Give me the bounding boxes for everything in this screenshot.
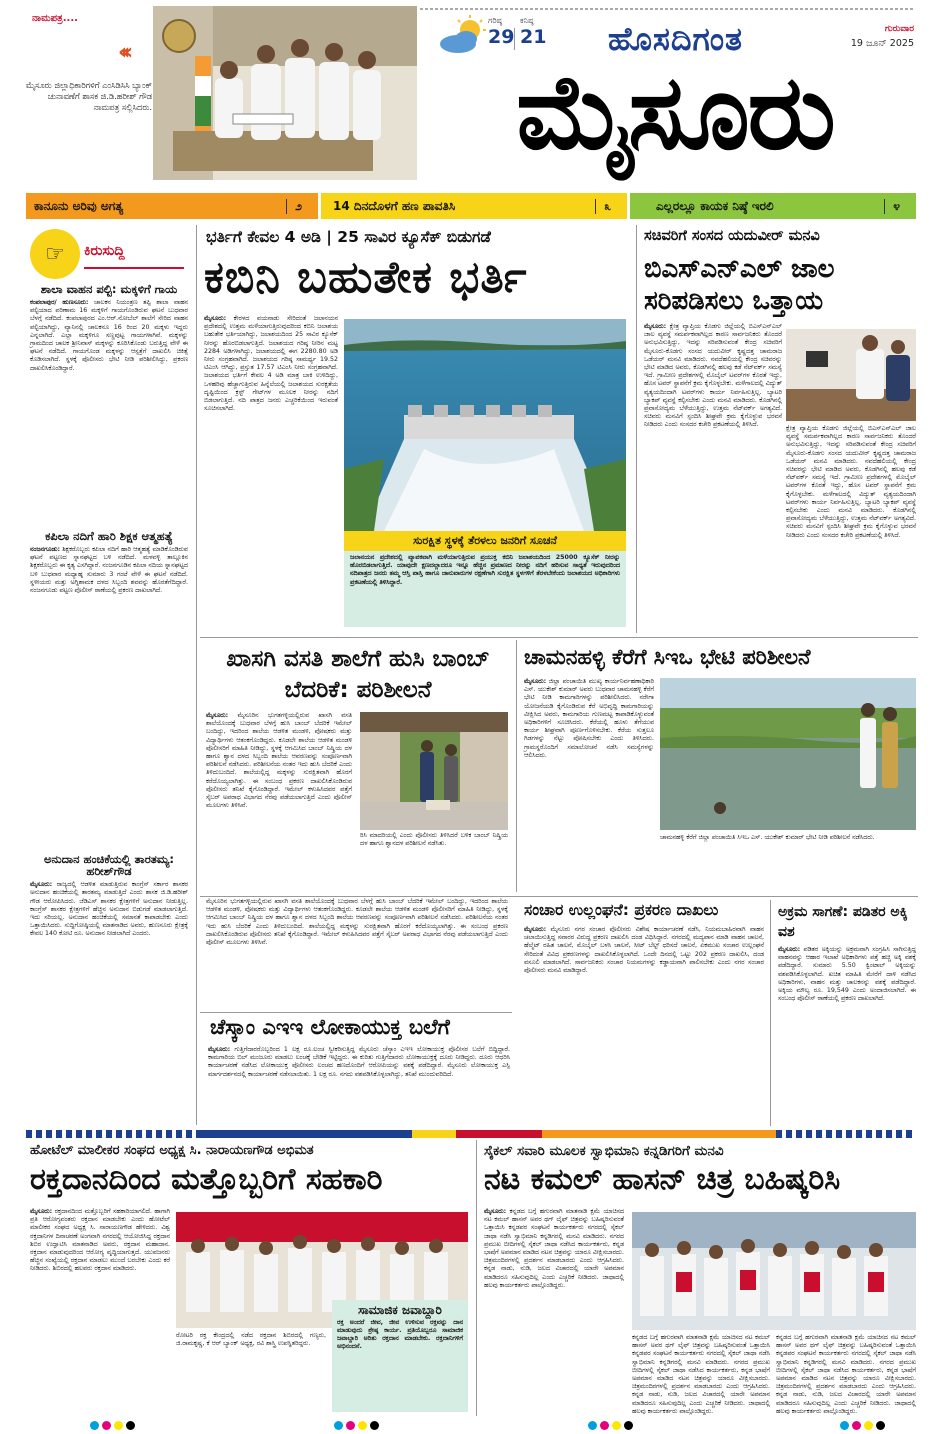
brief-3-title: ಅನುದಾನ ಹಂಚಿಕೆಯಲ್ಲಿ ತಾರತಮ್ಯ: ಹರೀಶ್‌ಗೌಡ [43,852,175,879]
kirusuddi-column [26,225,192,1125]
lead-body: ಮೈಸೂರು: ಕೇರಳದ ವಯನಾಡು ಸೇರಿದಂತೆ ಜಲಾನಯನ ಪ್ರದೇಶದಲ್ಲಿ ಉತ್ತಮ ಮಳೆಯಾಗುತ್ತಿರುವುದರಿಂದ ಕಬಿನಿ ಜಲಾಶಯ ಬಹುತೇಕ ಭರ್ತಿಯಾಗಿದ್ದು, ಜಲಾಶಯದಿಂದ 25 ಸಾವಿರ ಕ್ಯೂಸೆಕ್ ನೀರನ್ನು ಹೊರಬಿಡಲಾಗುತ್ತಿದೆ. ಜಲಾಶಯದ ಗರಿಷ್ಠ ನೀರಿನ ಮಟ್ಟ 2284 ಅಡಿಗಳಾಗಿದ್ದು, ಜಲಾಶಯದಲ್ಲಿ ಈಗ 2280.80 ಅಡಿ ನೀರು ಸಂಗ್ರಹವಾಗಿದೆ. ಜಲಾಶಯದ ಗರಿಷ್ಠ ಸಾಮರ್ಥ್ಯ 19.52 ಟಿಎಂಸಿ ಆಗಿದ್ದು, ಪ್ರಸ್ತುತ 17.57 ಟಿಎಂಸಿ ನೀರು ಸಂಗ್ರಹವಾಗಿದೆ. ಜಲಾಶಯದ ಭರ್ತಿಗೆ ಕೇವಲ 4 ಅಡಿ ಮಾತ್ರ ಬಾಕಿ ಉಳಿದಿದ್ದು, ಒಳಹರಿವು ಹೆಚ್ಚಾಗುತ್ತಿರುವ ಹಿನ್ನೆಲೆಯಲ್ಲಿ ಜಲಾಶಯದ ಸುರಕ್ಷತೆಯ ದೃಷ್ಟಿಯಿಂದ ಕ್ರಸ್ಟ್ ಗೇಟ್‌ಗಳ ಮೂಲಕ ನೀರನ್ನು ನದಿಗೆ ಬಿಡಲಾಗುತ್ತಿದೆ. ನದಿ ಪಾತ್ರದ ಜನರು ಎಚ್ಚರಿಕೆಯಿಂದ ಇರುವಂತೆ ಸೂಚಿಸಲಾಗಿದೆ. [204,315,338,413]
lake-photo [660,678,916,830]
hostel-continuation: ಮೈಸೂರಿನ ಭುಗತಗಳ್ಳಿಯಲ್ಲಿರುವ ಖಾಸಗಿ ವಸತಿ ಶಾಲೆಯೊಂದಕ್ಕೆ ಬುಧವಾರ ಬೆಳಗ್ಗೆ ಹುಸಿ ಬಾಂಬ್ ಬೆದರಿಕೆ ಇಮೇಲ್ ಬಂದಿದ್ದು, ಇದರಿಂದ ಶಾಲೆಯ ಆಡಳಿತ ಮಂಡಳಿ, ಪೋಷಕರು ಮತ್ತು ವಿದ್ಯಾರ್ಥಿಗಳು ಆತಂಕಗೊಂಡಿದ್ದರು. ಕೂಡಲೇ ಶಾಲೆಯ ಆಡಳಿತ ಮಂಡಳಿ ಪೊಲೀಸರಿಗೆ ಮಾಹಿತಿ ನೀಡಿದ್ದು, ಸ್ಥಳಕ್ಕೆ ಆಗಮಿಸಿದ ಬಾಂಬ್ ನಿಷ್ಕ್ರಿಯ ದಳ ಹಾಗೂ ಶ್ವಾನ ದಳದ ಸಿಬ್ಬಂದಿ ಶಾಲೆಯ ಆವರಣವನ್ನು ಸಂಪೂರ್ಣವಾಗಿ ಪರಿಶೀಲನೆ ನಡೆಸಿದರು. ಪರಿಶೀಲನೆಯ ನಂತರ ಇದು ಹುಸಿ ಬೆದರಿಕೆ ಎಂದು ತಿಳಿದುಬಂದಿದೆ. ಶಾಲೆಯಲ್ಲಿದ್ದ ಮಕ್ಕಳನ್ನು ಸುರಕ್ಷಿತವಾಗಿ ಹೊರಗೆ ಕರೆದೊಯ್ಯಲಾಗಿತ್ತು. ಈ ಸಂಬಂಧ ಪ್ರಕರಣ ದಾಖಲಿಸಿಕೊಂಡಿರುವ ಪೊಲೀಸರು ತನಿಖೆ ಕೈಗೊಂಡಿದ್ದಾರೆ. ಇಮೇಲ್ ಕಳುಹಿಸಿದವರ ಪತ್ತೆಗೆ ಸೈಬರ್ ಅಪರಾಧ ವಿಭಾಗದ ನೆರವು ಪಡೆಯಲಾಗುತ್ತಿದೆ ಎಂದು ಪೊಲೀಸ್ ಮೂಲಗಳು ತಿಳಿಸಿವೆ. [206,898,508,947]
kamal-headline: ನಟ ಕಮಲ್ ಹಾಸನ್ ಚಿತ್ರ ಬಹಿಷ್ಕರಿಸಿ [484,1162,841,1197]
dam-caption-title: ಸುರಕ್ಷಿತ ಸ್ಥಳಕ್ಕೆ ತೆರಳಲು ಜನರಿಗೆ ಸೂಚನೆ [344,531,626,551]
print-registration-marks-4 [840,1415,888,1434]
ceo-body: ಮೈಸೂರು: ಜಿಲ್ಲಾ ಪಂಚಾಯಿತಿ ಮುಖ್ಯ ಕಾರ್ಯನಿರ್ವಹಣಾಧಿಕಾರಿ ಎಸ್. ಯುಕೇಶ್ ಕುಮಾರ್ ಅವರು ಬುಧವಾರ ಚಾಮನಹಳ್ಳಿ ಕೆರೆಗೆ ಭೇಟಿ ನೀಡಿ ಕಾಮಗಾರಿಗಳನ್ನು ಪರಿಶೀಲಿಸಿದರು. ನರೇಗಾ ಯೋಜನೆಯಡಿ ಕೈಗೊಂಡಿರುವ ಕೆರೆ ಅಭಿವೃದ್ಧಿ ಕಾಮಗಾರಿಯನ್ನು ವೀಕ್ಷಿಸಿದ ಅವರು, ಕಾಮಗಾರಿಯ ಗುಣಮಟ್ಟ ಕಾಪಾಡಿಕೊಳ್ಳುವಂತೆ ಅಧಿಕಾರಿಗಳಿಗೆ ಸೂಚಿಸಿದರು. ಕೆರೆಯಲ್ಲಿ ಹೂಳು ತೆಗೆಯುವ ಕಾರ್ಯ ಶೀಘ್ರವಾಗಿ ಪೂರ್ಣಗೊಳಿಸಬೇಕು. ಕೆರೆಯ ಸುತ್ತಲೂ ಗಿಡಗಳನ್ನು ನೆಟ್ಟು ಪೋಷಿಸಬೇಕು ಎಂದು ತಿಳಿಸಿದರು. ಗ್ರಾಮಸ್ಥರೊಂದಿಗೆ ಸಮಾಲೋಚನೆ ನಡೆಸಿ ಸಮಸ್ಯೆಗಳನ್ನು ಆಲಿಸಿದರು. [524,678,654,759]
print-registration-marks-3 [588,1415,636,1434]
ticker-1-text: ಕಾನೂನು ಅರಿವು ಅಗತ್ಯ [34,198,124,213]
lead-headline: ಕಬಿನಿ ಬಹುತೇಕ ಭರ್ತಿ [204,252,528,303]
brief-3 [30,853,188,1113]
bsnl-story [640,225,918,633]
blood-headline: ರಕ್ತದಾನದಿಂದ ಮತ್ತೊಬ್ಬರಿಗೆ ಸಹಕಾರಿ [30,1162,383,1197]
ticker-item-1[interactable] [26,193,318,219]
weather-min: 21 [520,26,547,48]
ear-arrow-icon: ‹‹‹ [118,40,128,65]
lokayukta-headline: ಚೆಸ್ಕಾಂ ಎಇಇ ಲೋಕಾಯುಕ್ತ ಬಲೆಗೆ [210,1015,450,1039]
ticker-bar [26,193,916,219]
ear-tag [32,6,152,22]
weather-max-label: ಗರಿಷ್ಠ [488,16,502,25]
lake-photo-caption: ಚಾಮನಹಳ್ಳಿ ಕೆರೆಗೆ ಜಿಲ್ಲಾ ಪಂಚಾಯಿತಿ ಸಿಇಒ ಎಸ್. ಯುಕೇಶ್ ಕುಮಾರ್ ಭೇಟಿ ನೀಡಿ ಪರಿಶೀಲನೆ ನಡೆಸಿದರು. [660,834,875,841]
ceo-story [520,640,918,892]
kamal-kicker: ಸೈಕಲ್ ಸವಾರಿ ಮೂಲಕ ಸ್ವಾಭಿಮಾನಿ ಕನ್ನಡಿಗರಿಗೆ ಮನವಿ [484,1143,724,1159]
hostel-photo [360,712,508,830]
masthead [0,0,945,188]
sanchara-headline: ಸಂಚಾರ ಉಲ್ಲಂಘನೆ: ಪ್ರಕರಣ ದಾಖಲು [524,901,719,919]
print-registration-marks-2 [334,1415,382,1434]
hostel-headline: ಖಾಸಗಿ ವಸತಿ ಶಾಲೆಗೆ ಹುಸಿ ಬಾಂಬ್ ಬೆದರಿಕೆ: ಪರಿಶೀಲನೆ [226,646,490,703]
bsnl-body-col1: ಮೈಸೂರು: ಕ್ಷೇತ್ರ ವ್ಯಾಪ್ತಿಯ ಕೊಡಗು ಜಿಲ್ಲೆಯಲ್ಲಿ ಬಿಎಸ್‌ಎನ್‌ಎಲ್ ಜಾಲ ವ್ಯವಸ್ಥೆ ಸಮರ್ಪಕವಾಗಿಲ್ಲದ ಕಾರಣ ಸಾರ್ವಜನಿಕರು ತೊಂದರೆ ಅನುಭವಿಸುತ್ತಿದ್ದು, ಇದನ್ನು ಸರಿಪಡಿಸುವಂತೆ ಕೇಂದ್ರ ಸಚಿವರಿಗೆ ಮೈಸೂರು-ಕೊಡಗು ಸಂಸದ ಯದುವೀರ್ ಕೃಷ್ಣದತ್ತ ಚಾಮರಾಜ ಒಡೆಯರ್ ಮನವಿ ಮಾಡಿದರು. ನವದೆಹಲಿಯಲ್ಲಿ ಕೇಂದ್ರ ಸಚಿವರನ್ನು ಭೇಟಿ ಮಾಡಿದ ಅವರು, ಕೊಡಗಿನಲ್ಲಿ ಹಲವು ಕಡೆ ನೆಟ್‌ವರ್ಕ್ ಸಮಸ್ಯೆ ಇದೆ. ಗ್ರಾಮೀಣ ಪ್ರದೇಶಗಳಲ್ಲಿ ಮೊಬೈಲ್ ಟವರ್‌ಗಳ ಕೊರತೆ ಇದ್ದು, ಹೊಸ ಟವರ್ ಸ್ಥಾಪನೆಗೆ ಕ್ರಮ ಕೈಗೊಳ್ಳಬೇಕು. ಮಳೆಗಾಲದಲ್ಲಿ ವಿದ್ಯುತ್ ವ್ಯತ್ಯಯದಿಂದಾಗಿ ಟವರ್‌ಗಳು ಕಾರ್ಯ ನಿರ್ವಹಿಸುತ್ತಿಲ್ಲ. ಬ್ಯಾಟರಿ ಬ್ಯಾಕಪ್ ವ್ಯವಸ್ಥೆ ಕಲ್ಪಿಸಬೇಕು ಎಂದು ಮನವಿ ಮಾಡಿದರು. ಕೊಡಗಿನಲ್ಲಿ ಪ್ರವಾಸೋದ್ಯಮ ಬೆಳೆಯುತ್ತಿದ್ದು, ಉತ್ತಮ ನೆಟ್‌ವರ್ಕ್ ಅಗತ್ಯವಿದೆ. ಸಚಿವರು ಮನವಿಗೆ ಸ್ಪಂದಿಸಿ ಶೀಘ್ರವೇ ಕ್ರಮ ಕೈಗೊಳ್ಳುವ ಭರವಸೆ ನೀಡಿದರು ಎಂದು ಸಂಸದರ ಕಚೇರಿ ಪ್ರಕಟಣೆಯಲ್ಲಿ ತಿಳಿಸಿದೆ. [644,323,782,429]
weather-min-label: ಕನಿಷ್ಠ [520,16,534,25]
brief-2 [30,530,188,806]
akrama-body: ಮೈಸೂರು: ಪಡಿತರ ಅಕ್ಕಿಯನ್ನು ಅಕ್ರಮವಾಗಿ ಸಂಗ್ರಹಿಸಿ ಸಾಗಿಸುತ್ತಿದ್ದ ವಾಹನವನ್ನು ಆಹಾರ ಇಲಾಖೆ ಅಧಿಕಾರಿಗಳು ಪತ್ತೆ ಹಚ್ಚಿ ಅಕ್ಕಿ ವಶಕ್ಕೆ ಪಡೆದಿದ್ದಾರೆ. ಸುಮಾರು 5.50 ಕ್ವಿಂಟಾಲ್ ಅಕ್ಕಿಯನ್ನು ವಶಪಡಿಸಿಕೊಳ್ಳಲಾಗಿದೆ. ಖಚಿತ ಮಾಹಿತಿ ಮೇರೆಗೆ ದಾಳಿ ನಡೆಸಿದ ಅಧಿಕಾರಿಗಳು, ವಾಹನ ಮತ್ತು ಚಾಲಕನನ್ನು ವಶಕ್ಕೆ ಪಡೆದಿದ್ದಾರೆ. ಅಕ್ಕಿಯ ಮೌಲ್ಯ ರೂ. 19,549 ಎಂದು ಅಂದಾಜಿಸಲಾಗಿದೆ. ಈ ಸಂಬಂಧ ಪೊಲೀಸ್ ಠಾಣೆಯಲ್ಲಿ ಪ್ರಕರಣ ದಾಖಲಾಗಿದೆ. [778,946,916,1003]
hostel-story [200,640,512,892]
ticker-item-2[interactable] [321,193,627,219]
bsnl-photo [786,329,916,421]
bsnl-kicker: ಸಚಿವರಿಗೆ ಸಂಸದ ಯದುವೀರ್ ಮನವಿ [644,228,820,244]
dam-photo [344,319,626,531]
megaphone-icon: ☞ [30,229,80,279]
kirusuddi-header [30,229,188,279]
ticker-3-text: ಎಲ್ಲರಲ್ಲೂ ಕಾಯಕ ನಿಷ್ಠೆ ಇರಲಿ [656,198,774,213]
brief-2-body: ಶಿಕ್ಷಕರೊಬ್ಬರು ಕಪಿಲಾ ನದಿಗೆ ಹಾರಿ ಆತ್ಮಹತ್ಯೆ ಮಾಡಿಕೊಂಡಿರುವ ಘಟನೆ ಪಟ್ಟಣದ ಸ್ನಾನಘಟ್ಟದ ಬಳಿ ನಡೆದಿದೆ. ಮಳವಳ್ಳಿ ತಾಲ್ಲೂಕಿನ ಶಿಕ್ಷಕರೊಬ್ಬರು ಈ ಕೃತ್ಯ ಎಸಗಿದ್ದಾರೆ. ನಂಜನಗೂಡಿನ ಕಪಿಲಾ ನದಿಯ ಸ್ನಾನಘಟ್ಟದ ಬಳಿ ಬುಧವಾರ ಮಧ್ಯಾಹ್ನ ಸುಮಾರು 3 ಗಂಟೆ ವೇಳೆ ಈ ಘಟನೆ ನಡೆದಿದೆ. ಸ್ಥಳೀಯರು ಮತ್ತು ಅಗ್ನಿಶಾಮಕ ದಳದ ಸಿಬ್ಬಂದಿ ಶವವನ್ನು ಹೊರತೆಗೆದಿದ್ದಾರೆ. ನಂಜನಗೂಡು ಪಟ್ಟಣ ಪೊಲೀಸ್ ಠಾಣೆಯಲ್ಲಿ ಪ್ರಕರಣ ದಾಖಲಾಗಿದೆ. [30,546,188,595]
akrama-story [774,900,918,1126]
ticker-2-text: 14 ದಿನದೊಳಗೆ ಹಣ ಪಾವತಿಸಿ [333,198,456,213]
hostel-photo-caption: ರಿಸಿ ಮಾದರಿಯಲ್ಲಿ ಎಂದು ಪೊಲೀಸರು ತಿಳಿಸಿದರೆ ಬಳಿಕ ಬಾಂಬ್ ನಿಷ್ಕ್ರಿಯ ದಳ ಹಾಗೂ ಶ್ವಾನದಳ ಪರಿಶೀಲನೆ ನಡೆಸಿತು. [360,832,508,848]
lokayukta-story [200,1014,512,1128]
kamal-body-col3: ಕನ್ನಡದ ಬಗ್ಗೆ ಹಗುರವಾಗಿ ಮಾತನಾಡಿ ಕ್ಷಮೆ ಯಾಚಿಸದ ನಟ ಕಮಲ್ ಹಾಸನ್ ಅವರ ಥಗ್ ಲೈಫ್ ಚಿತ್ರವನ್ನು ಬಹಿಷ್ಕರಿಸುವಂತೆ ಒತ್ತಾಯಿಸಿ ಕನ್ನಡಪರ ಸಂಘಟನೆ ಕಾರ್ಯಕರ್ತರು ನಗರದಲ್ಲಿ ಸೈಕಲ್ ಜಾಥಾ ನಡೆಸಿ ಸ್ವಾಭಿಮಾನಿ ಕನ್ನಡಿಗರಲ್ಲಿ ಮನವಿ ಮಾಡಿದರು. ನಗರದ ಪ್ರಮುಖ ಬೀದಿಗಳಲ್ಲಿ ಸೈಕಲ್ ಜಾಥಾ ನಡೆಸಿದ ಕಾರ್ಯಕರ್ತರು, ಕನ್ನಡ ಭಾಷೆಗೆ ಅಪಮಾನ ಮಾಡಿದ ನಟನ ಚಿತ್ರವನ್ನು ಯಾರೂ ವೀಕ್ಷಿಸಬಾರದು. ಚಿತ್ರಮಂದಿರಗಳಲ್ಲಿ ಪ್ರದರ್ಶನ ಮಾಡಬಾರದು ಎಂದು ಆಗ್ರಹಿಸಿದರು. ಕನ್ನಡ ನಾಡು, ನುಡಿ, ಜಲದ ವಿಚಾರದಲ್ಲಿ ಯಾರೇ ಅಪಮಾನ ಮಾಡಿದರೂ ಸಹಿಸುವುದಿಲ್ಲ ಎಂದು ಎಚ್ಚರಿಕೆ ನೀಡಿದರು. ಜಾಥಾದಲ್ಲಿ ಹಲವು ಕಾರ್ಯಕರ್ತರು ಪಾಲ್ಗೊಂಡಿದ್ದರು. [776,1334,916,1415]
kirusuddi-label: ಕಿರುಸುದ್ದಿ [84,243,125,259]
social-box-title: ಸಾಮಾಜಿಕ ಜವಾಬ್ದಾರಿ [358,1303,442,1317]
brief-1-title: ಶಾಲಾ ವಾಹನ ಪಲ್ಟಿ: ಮಕ್ಕಳಿಗೆ ಗಾಯ [40,282,178,296]
blood-kicker: ಹೋಟೆಲ್ ಮಾಲೀಕರ ಸಂಘದ ಅಧ್ಯಕ್ಷ ಸಿ. ನಾರಾಯಣಗೌಡ ಅಭಿಮತ [30,1143,314,1158]
dam-caption-body: ಜಲಾನಯನ ಪ್ರದೇಶದಲ್ಲಿ ವ್ಯಾಪಕವಾಗಿ ಮಳೆಯಾಗುತ್ತಿರುವ ಪ್ರಯುಕ್ತ ಕಬಿನಿ ಜಲಾಶಯದಿಂದ 25000 ಕ್ಯೂಸೆಕ್ ನೀರನ್ನು ಹೊರಬಿಡಲಾಗುತ್ತಿದೆ. ಯಾವುದೇ ಕ್ಷಣದಲ್ಲಾದರೂ ಇನ್ನೂ ಹೆಚ್ಚಿನ ಪ್ರಮಾಣದ ನೀರನ್ನು ನದಿಗೆ ಹರಿಸುವ ಸಾಧ್ಯತೆ ಇರುವುದರಿಂದ ನದಿಪಾತ್ರದ ಜನರು ತಮ್ಮ ಆಸ್ತಿ ಪಾಸ್ತಿ ಹಾಗೂ ಜಾನುವಾರುಗಳ ರಕ್ಷಣೆಗಾಗಿ ಸುರಕ್ಷಿತ ಸ್ಥಳಗಳಿಗೆ ತೆರಳಬೇಕೆಂದು ಜಲಾಶಯದ ಅಧಿಕಾರಿಗಳು ಪ್ರಕಟಣೆಯಲ್ಲಿ ತಿಳಿಸಿದ್ದಾರೆ. [350,554,620,586]
social-box-body: ರಕ್ತ ಅಂದರೆ ಜೀವ, ಜೀವ ಉಳಿಸುವ ರಕ್ತವನ್ನು ದಾನ ಮಾಡುವುದು ಶ್ರೇಷ್ಠ ಕಾರ್ಯ. ಪ್ರತಿಯೊಬ್ಬರೂ ಸಾಮಾಜಿಕ ಜವಾಬ್ದಾರಿ ಅರಿತು ರಕ್ತದಾನ ಮಾಡಬೇಕು. ರಕ್ತದಾನಿಗಳಿಗೆ ಅಭಿನಂದನೆ. [337,1318,463,1351]
social-box [332,1300,468,1412]
kamal-story [480,1140,918,1416]
bsnl-body-col2: ಕ್ಷೇತ್ರ ವ್ಯಾಪ್ತಿಯ ಕೊಡಗು ಜಿಲ್ಲೆಯಲ್ಲಿ ಬಿಎಸ್‌ಎನ್‌ಎಲ್ ಜಾಲ ವ್ಯವಸ್ಥೆ ಸಮರ್ಪಕವಾಗಿಲ್ಲದ ಕಾರಣ ಸಾರ್ವಜನಿಕರು ತೊಂದರೆ ಅನುಭವಿಸುತ್ತಿದ್ದು, ಇದನ್ನು ಸರಿಪಡಿಸುವಂತೆ ಕೇಂದ್ರ ಸಚಿವರಿಗೆ ಮೈಸೂರು-ಕೊಡಗು ಸಂಸದ ಯದುವೀರ್ ಕೃಷ್ಣದತ್ತ ಚಾಮರಾಜ ಒಡೆಯರ್ ಮನವಿ ಮಾಡಿದರು. ನವದೆಹಲಿಯಲ್ಲಿ ಕೇಂದ್ರ ಸಚಿವರನ್ನು ಭೇಟಿ ಮಾಡಿದ ಅವರು, ಕೊಡಗಿನಲ್ಲಿ ಹಲವು ಕಡೆ ನೆಟ್‌ವರ್ಕ್ ಸಮಸ್ಯೆ ಇದೆ. ಗ್ರಾಮೀಣ ಪ್ರದೇಶಗಳಲ್ಲಿ ಮೊಬೈಲ್ ಟವರ್‌ಗಳ ಕೊರತೆ ಇದ್ದು, ಹೊಸ ಟವರ್ ಸ್ಥಾಪನೆಗೆ ಕ್ರಮ ಕೈಗೊಳ್ಳಬೇಕು. ಮಳೆಗಾಲದಲ್ಲಿ ವಿದ್ಯುತ್ ವ್ಯತ್ಯಯದಿಂದಾಗಿ ಟವರ್‌ಗಳು ಕಾರ್ಯ ನಿರ್ವಹಿಸುತ್ತಿಲ್ಲ. ಬ್ಯಾಟರಿ ಬ್ಯಾಕಪ್ ವ್ಯವಸ್ಥೆ ಕಲ್ಪಿಸಬೇಕು ಎಂದು ಮನವಿ ಮಾಡಿದರು. ಕೊಡಗಿನಲ್ಲಿ ಪ್ರವಾಸೋದ್ಯಮ ಬೆಳೆಯುತ್ತಿದ್ದು, ಉತ್ತಮ ನೆಟ್‌ವರ್ಕ್ ಅಗತ್ಯವಿದೆ. ಸಚಿವರು ಮನವಿಗೆ ಸ್ಪಂದಿಸಿ ಶೀಘ್ರವೇ ಕ್ರಮ ಕೈಗೊಳ್ಳುವ ಭರವಸೆ ನೀಡಿದರು ಎಂದು ಸಂಸದರ ಕಚೇರಿ ಪ್ರಕಟಣೆಯಲ್ಲಿ ತಿಳಿಸಿದೆ. [786,425,916,539]
ear-caption: ಮೈಸೂರು ಜಿಲ್ಲಾಧಿಕಾರಿಗಳಿಗೆ ಎಂಸಿಡಿಸಿಸಿ ಬ್ಯಾಂಕ್ ಚುನಾವಣೆಗೆ ಶಾಸಕ ಜಿ.ಡಿ.ಹರೀಶ್ ಗೌಡ ನಾಮಪತ್ರ ಸಲ್ಲಿಸಿದರು. [25,80,152,112]
ticker-2-page: ೩ [595,199,627,214]
brief-2-dateline: ನಂಜನಗೂಡು: [30,546,60,554]
blood-photo-caption: ರೋಟರಿ ರಕ್ತ ಕೇಂದ್ರದಲ್ಲಿ ನಡೆದ ರಕ್ತದಾನ ಶಿಬಿರದಲ್ಲಿ ಗಣ್ಯರು, ಜಿ.ರಾಮಕೃಷ್ಣ, ಕೆ ಆರ್ ಬ್ಯಾಂಕ್ ಅಧ್ಯಕ್ಷ, ರವಿ ಶಾಸ್ತ್ರಿ ಉಪಸ್ಥಿತರಿದ್ದರು. [176,1332,326,1348]
issue-day: ಗುರುವಾರ [884,24,914,34]
ticker-3-page: ೪ [884,199,916,214]
lead-kicker: ಭರ್ತಿಗೆ ಕೇವಲ 4 ಅಡಿ | 25 ಸಾವಿರ ಕ್ಯೂಸೆಕ್ ಬಿಡುಗಡೆ [206,228,491,246]
brief-1-body: ಚಾಲಕನ ನಿಯಂತ್ರಣ ತಪ್ಪಿ ಶಾಲಾ ವಾಹನ ಪಲ್ಟಿಯಾದ ಪರಿಣಾಮ 16 ಮಕ್ಕಳಿಗೆ ಗಾಯಗೊಂಡಿರುವ ಘಟನೆ ಬುಧವಾರ ಬೆಳಗ್ಗೆ ನಡೆದಿದೆ. ಕಂಪಲಾಪುರದ ಎಂ.ಆರ್.ನೋಬೆಲ್ ಶಾಲೆಗೆ ಸೇರಿದ ವಾಹನ ಪಲ್ಟಿಯಾಗಿದ್ದು, ವ್ಯಾನಿನಲ್ಲಿ ಚಾಲಕನೂ 16 ರಿಂದ 20 ಮಕ್ಕಳು ಇದ್ದರು ಎನ್ನಲಾಗಿದೆ. ಎಲ್ಲಾ ಮಕ್ಕಳಿಗೂ ಸಣ್ಣಪುಟ್ಟ ಗಾಯಗಳಾಗಿವೆ. ಮಕ್ಕಳನ್ನು ಗ್ರಾಮದಿಂದ ಚಾಲಕ ಶ್ರೀನಿವಾಸ್ ಮಕ್ಕಳನ್ನು ಕೂರಿಸಿಕೊಂಡು ಬರುತ್ತಿದ್ದ ವೇಳೆ ಈ ಘಟನೆ ನಡೆದಿದೆ. ಗಾಯಗೊಂಡ ಮಕ್ಕಳನ್ನು ಆಸ್ಪತ್ರೆಗೆ ದಾಖಲಿಸಿ ಚಿಕಿತ್ಸೆ ಕೊಡಿಸಲಾಗಿದೆ. ಸ್ಥಳಕ್ಕೆ ಪೊಲೀಸರು ಭೇಟಿ ನೀಡಿ ಪರಿಶೀಲಿಸಿದ್ದು, ಪ್ರಕರಣ ದಾಖಲಿಸಿಕೊಂಡಿದ್ದಾರೆ. [30,299,188,372]
weather-max: 29 [488,26,515,48]
ear-photo [153,6,417,180]
divider-strip [26,1130,916,1138]
hostel-body-col1: ಮೈಸೂರು: ಮೈಸೂರಿನ ಭುಗತಗಳ್ಳಿಯಲ್ಲಿರುವ ಖಾಸಗಿ ವಸತಿ ಶಾಲೆಯೊಂದಕ್ಕೆ ಬುಧವಾರ ಬೆಳಗ್ಗೆ ಹುಸಿ ಬಾಂಬ್ ಬೆದರಿಕೆ ಇಮೇಲ್ ಬಂದಿದ್ದು, ಇದರಿಂದ ಶಾಲೆಯ ಆಡಳಿತ ಮಂಡಳಿ, ಪೋಷಕರು ಮತ್ತು ವಿದ್ಯಾರ್ಥಿಗಳು ಆತಂಕಗೊಂಡಿದ್ದರು. ಕೂಡಲೇ ಶಾಲೆಯ ಆಡಳಿತ ಮಂಡಳಿ ಪೊಲೀಸರಿಗೆ ಮಾಹಿತಿ ನೀಡಿದ್ದು, ಸ್ಥಳಕ್ಕೆ ಆಗಮಿಸಿದ ಬಾಂಬ್ ನಿಷ್ಕ್ರಿಯ ದಳ ಹಾಗೂ ಶ್ವಾನ ದಳದ ಸಿಬ್ಬಂದಿ ಶಾಲೆಯ ಆವರಣವನ್ನು ಸಂಪೂರ್ಣವಾಗಿ ಪರಿಶೀಲನೆ ನಡೆಸಿದರು. ಪರಿಶೀಲನೆಯ ನಂತರ ಇದು ಹುಸಿ ಬೆದರಿಕೆ ಎಂದು ತಿಳಿದುಬಂದಿದೆ. ಶಾಲೆಯಲ್ಲಿದ್ದ ಮಕ್ಕಳನ್ನು ಸುರಕ್ಷಿತವಾಗಿ ಹೊರಗೆ ಕರೆದೊಯ್ಯಲಾಗಿತ್ತು. ಈ ಸಂಬಂಧ ಪ್ರಕರಣ ದಾಖಲಿಸಿಕೊಂಡಿರುವ ಪೊಲೀಸರು ತನಿಖೆ ಕೈಗೊಂಡಿದ್ದಾರೆ. ಇಮೇಲ್ ಕಳುಹಿಸಿದವರ ಪತ್ತೆಗೆ ಸೈಬರ್ ಅಪರಾಧ ವಿಭಾಗದ ನೆರವು ಪಡೆಯಲಾಗುತ್ತಿದೆ ಎಂದು ಪೊಲೀಸ್ ಮೂಲಗಳು ತಿಳಿಸಿವೆ. [206,712,352,810]
lead-story [200,225,632,633]
brief-3-body: ರಾಜ್ಯದಲ್ಲಿ ಆಡಳಿತ ಮಾಡುತ್ತಿರುವ ಕಾಂಗ್ರೆಸ್ ಸರ್ಕಾರ ಶಾಸಕರ ಅನುದಾನ ಹಂಚಿಕೆಯಲ್ಲಿ ತಾರತಮ್ಯ ಮಾಡುತ್ತಿದೆ ಎಂದು ಶಾಸಕ ಜಿ.ಡಿ.ಹರೀಶ್ ಗೌಡ ಆರೋಪಿಸಿದರು. ಜೆಡಿಎಸ್ ಶಾಸಕರ ಕ್ಷೇತ್ರಗಳಿಗೆ ಅನುದಾನ ನೀಡುತ್ತಿಲ್ಲ. ಕಾಂಗ್ರೆಸ್ ಶಾಸಕರ ಕ್ಷೇತ್ರಗಳಿಗೆ ಹೆಚ್ಚಿನ ಅನುದಾನ ಬಿಡುಗಡೆ ಮಾಡಲಾಗುತ್ತಿದೆ. ಇದು ಸರಿಯಲ್ಲ. ಅನುದಾನ ಹಂಚಿಕೆಯಲ್ಲಿ ಸಮಾನತೆ ಕಾಪಾಡಬೇಕು ಎಂದು ಒತ್ತಾಯಿಸಿದರು. ಸುದ್ದಿಗೋಷ್ಠಿಯಲ್ಲಿ ಮಾತನಾಡಿದ ಅವರು, ಹುಣಸೂರು ಕ್ಷೇತ್ರಕ್ಕೆ ಕೇವಲ 140 ಕೋಟಿ ರೂ. ಅನುದಾನ ನೀಡಲಾಗಿದೆ ಎಂದರು. [30,881,188,938]
kamal-photo [632,1212,916,1330]
ticker-1-page: ೨ [286,199,318,214]
bsnl-headline: ಬಿಎಸ್‌ಎನ್‌ಎಲ್ ಜಾಲ ಸರಿಪಡಿಸಲು ಒತ್ತಾಯ [644,254,835,316]
issue-date: 19 ಜೂನ್ 2025 [850,38,914,49]
city-title: ಮೈಸೂರು [516,51,834,173]
blood-body: ಮೈಸೂರು: ರಕ್ತದಾನದಿಂದ ಮತ್ತೊಬ್ಬರಿಗೆ ಸಹಕಾರಿಯಾಗಲಿದೆ. ಹಾಗಾಗಿ ಪ್ರತಿ ಆರೋಗ್ಯವಂತರು ರಕ್ತದಾನ ಮಾಡಬೇಕು ಎಂದು ಹೋಟೆಲ್ ಮಾಲೀಕರ ಸಂಘದ ಅಧ್ಯಕ್ಷ ಸಿ. ನಾರಾಯಣಗೌಡ ಹೇಳಿದರು. ವಿಶ್ವ ರಕ್ತದಾನಿಗಳ ದಿನಾಚರಣೆ ಅಂಗವಾಗಿ ನಗರದಲ್ಲಿ ಆಯೋಜಿಸಿದ್ದ ರಕ್ತದಾನ ಶಿಬಿರ ಉದ್ಘಾಟಿಸಿ ಮಾತನಾಡಿದ ಅವರು, ರಕ್ತದಾನ ಮಹಾದಾನ. ರಕ್ತದಾನ ಮಾಡುವುದರಿಂದ ಆರೋಗ್ಯ ವೃದ್ಧಿಯಾಗುತ್ತದೆ. ಯುವಜನರು ಹೆಚ್ಚಿನ ಸಂಖ್ಯೆಯಲ್ಲಿ ರಕ್ತದಾನ ಮಾಡಲು ಮುಂದೆ ಬರಬೇಕು ಎಂದು ಕರೆ ನೀಡಿದರು. ಶಿಬಿರದಲ್ಲಿ ಹಲವರು ರಕ್ತದಾನ ಮಾಡಿದರು. [30,1208,170,1273]
brief-3-dateline: ಮೈಸೂರು: [30,881,53,889]
brief-2-title: ಕಪಿಲಾ ನದಿಗೆ ಹಾರಿ ಶಿಕ್ಷಕ ಆತ್ಮಹತ್ಯೆ [45,529,173,543]
brief-1 [30,283,188,539]
print-registration-marks [90,1415,138,1434]
blood-story [26,1140,472,1416]
kamal-body-col2: ಕನ್ನಡದ ಬಗ್ಗೆ ಹಗುರವಾಗಿ ಮಾತನಾಡಿ ಕ್ಷಮೆ ಯಾಚಿಸದ ನಟ ಕಮಲ್ ಹಾಸನ್ ಅವರ ಥಗ್ ಲೈಫ್ ಚಿತ್ರವನ್ನು ಬಹಿಷ್ಕರಿಸುವಂತೆ ಒತ್ತಾಯಿಸಿ ಕನ್ನಡಪರ ಸಂಘಟನೆ ಕಾರ್ಯಕರ್ತರು ನಗರದಲ್ಲಿ ಸೈಕಲ್ ಜಾಥಾ ನಡೆಸಿ ಸ್ವಾಭಿಮಾನಿ ಕನ್ನಡಿಗರಲ್ಲಿ ಮನವಿ ಮಾಡಿದರು. ನಗರದ ಪ್ರಮುಖ ಬೀದಿಗಳಲ್ಲಿ ಸೈಕಲ್ ಜಾಥಾ ನಡೆಸಿದ ಕಾರ್ಯಕರ್ತರು, ಕನ್ನಡ ಭಾಷೆಗೆ ಅಪಮಾನ ಮಾಡಿದ ನಟನ ಚಿತ್ರವನ್ನು ಯಾರೂ ವೀಕ್ಷಿಸಬಾರದು. ಚಿತ್ರಮಂದಿರಗಳಲ್ಲಿ ಪ್ರದರ್ಶನ ಮಾಡಬಾರದು ಎಂದು ಆಗ್ರಹಿಸಿದರು. ಕನ್ನಡ ನಾಡು, ನುಡಿ, ಜಲದ ವಿಚಾರದಲ್ಲಿ ಯಾರೇ ಅಪಮಾನ ಮಾಡಿದರೂ ಸಹಿಸುವುದಿಲ್ಲ ಎಂದು ಎಚ್ಚರಿಕೆ ನೀಡಿದರು. ಜಾಥಾದಲ್ಲಿ ಹಲವು ಕಾರ್ಯಕರ್ತರು ಪಾಲ್ಗೊಂಡಿದ್ದರು. [632,1334,770,1415]
sanchara-story [520,900,768,1126]
sanchara-body: ಮೈಸೂರು: ಮೈಸೂರು ನಗರ ಸಂಚಾರ ಪೊಲೀಸರು ವಿಶೇಷ ಕಾರ್ಯಾಚರಣೆ ನಡೆಸಿ, ನಿಯಮಬಾಹಿರವಾಗಿ ವಾಹನ ಚಲಾಯಿಸುತ್ತಿದ್ದ ಸವಾರರ ವಿರುದ್ಧ ಪ್ರಕರಣ ದಾಖಲಿಸಿ ದಂಡ ವಿಧಿಸಿದ್ದಾರೆ. ನಗರದಲ್ಲಿ ಮದ್ಯಪಾನ ಮಾಡಿ ವಾಹನ ಚಾಲನೆ, ಹೆಲ್ಮೆಟ್ ರಹಿತ ಚಾಲನೆ, ಮೊಬೈಲ್ ಬಳಸಿ ಚಾಲನೆ, ಸೀಟ್ ಬೆಲ್ಟ್ ಧರಿಸದೆ ಚಾಲನೆ, ಏಕಮುಖ ಸಂಚಾರ ಉಲ್ಲಂಘನೆ ಸೇರಿದಂತೆ ವಿವಿಧ ಪ್ರಕರಣಗಳನ್ನು ದಾಖಲಿಸಿಕೊಳ್ಳಲಾಗಿದೆ. ಒಂದೇ ದಿನದಲ್ಲಿ ಒಟ್ಟು 202 ಪ್ರಕರಣ ದಾಖಲಿಸಿ, ದಂಡ ವಸೂಲಿ ಮಾಡಲಾಗಿದೆ. ಸಾರ್ವಜನಿಕರು ಸಂಚಾರ ನಿಯಮಗಳನ್ನು ಕಡ್ಡಾಯವಾಗಿ ಪಾಲಿಸಬೇಕು ಎಂದು ನಗರ ಸಂಚಾರ ಪೊಲೀಸರು ಮನವಿ ಮಾಡಿದ್ದಾರೆ. [524,926,764,975]
ceo-headline: ಚಾಮನಹಳ್ಳಿ ಕೆರೆಗೆ ಸಿಇಒ ಭೇಟಿ ಪರಿಶೀಲನೆ [524,645,811,669]
akrama-headline: ಅಕ್ರಮ ಸಾಗಣೆ: ಪಡಿತರ ಅಕ್ಕಿ ವಶ [778,904,908,940]
brand-logo: ಹೊಸದಿಗಂತ [608,20,743,58]
ticker-item-3[interactable] [630,193,916,219]
dam-photo-caption [344,531,626,627]
brief-1-dateline: ಕಂಪಲಾಪುರ/ ಹುಣಸೂರು: [30,299,89,307]
kamal-body-col1: ಮೈಸೂರು: ಕನ್ನಡದ ಬಗ್ಗೆ ಹಗುರವಾಗಿ ಮಾತನಾಡಿ ಕ್ಷಮೆ ಯಾಚಿಸದ ನಟ ಕಮಲ್ ಹಾಸನ್ ಅವರ ಥಗ್ ಲೈಫ್ ಚಿತ್ರವನ್ನು ಬಹಿಷ್ಕರಿಸುವಂತೆ ಒತ್ತಾಯಿಸಿ ಕನ್ನಡಪರ ಸಂಘಟನೆ ಕಾರ್ಯಕರ್ತರು ನಗರದಲ್ಲಿ ಸೈಕಲ್ ಜಾಥಾ ನಡೆಸಿ ಸ್ವಾಭಿಮಾನಿ ಕನ್ನಡಿಗರಲ್ಲಿ ಮನವಿ ಮಾಡಿದರು. ನಗರದ ಪ್ರಮುಖ ಬೀದಿಗಳಲ್ಲಿ ಸೈಕಲ್ ಜಾಥಾ ನಡೆಸಿದ ಕಾರ್ಯಕರ್ತರು, ಕನ್ನಡ ಭಾಷೆಗೆ ಅಪಮಾನ ಮಾಡಿದ ನಟನ ಚಿತ್ರವನ್ನು ಯಾರೂ ವೀಕ್ಷಿಸಬಾರದು. ಚಿತ್ರಮಂದಿರಗಳಲ್ಲಿ ಪ್ರದರ್ಶನ ಮಾಡಬಾರದು ಎಂದು ಆಗ್ರಹಿಸಿದರು. ಕನ್ನಡ ನಾಡು, ನುಡಿ, ಜಲದ ವಿಚಾರದಲ್ಲಿ ಯಾರೇ ಅಪಮಾನ ಮಾಡಿದರೂ ಸಹಿಸುವುದಿಲ್ಲ ಎಂದು ಎಚ್ಚರಿಕೆ ನೀಡಿದರು. ಜಾಥಾದಲ್ಲಿ ಹಲವು ಕಾರ್ಯಕರ್ತರು ಪಾಲ್ಗೊಂಡಿದ್ದರು. [484,1208,624,1289]
ear-tag-label: ನಾಮಪತ್ರ.... [32,13,78,24]
lokayukta-body: ಮೈಸೂರು: ಗುತ್ತಿಗೆದಾರರೊಬ್ಬರಿಂದ 1 ಲಕ್ಷ ರೂ.ಲಂಚ ಸ್ವೀಕರಿಸುತ್ತಿದ್ದ ಮೈಸೂರು ಚೆಸ್ಕಾಂ ಎಇಇ ಲೋಕಾಯುಕ್ತ ಪೊಲೀಸರ ಬಲೆಗೆ ಬಿದ್ದಿದ್ದಾರೆ. ಕಾಮಗಾರಿಯ ಬಿಲ್ ಮಂಜೂರು ಮಾಡಲು ಲಂಚಕ್ಕೆ ಬೇಡಿಕೆ ಇಟ್ಟಿದ್ದರು. ಈ ಕುರಿತು ಗುತ್ತಿಗೆದಾರರು ಲೋಕಾಯುಕ್ತಕ್ಕೆ ದೂರು ನೀಡಿದ್ದರು. ದೂರು ಆಧರಿಸಿ ಕಾರ್ಯಾಚರಣೆ ನಡೆಸಿದ ಲೋಕಾಯುಕ್ತ ಪೊಲೀಸರು ಲಂಚದ ಹಣದೊಂದಿಗೆ ಆರೋಪಿಯನ್ನು ವಶಕ್ಕೆ ಪಡೆದಿದ್ದಾರೆ. ಮೈಸೂರು ಲೋಕಾಯುಕ್ತ ಎಸ್ಪಿ ಮಾರ್ಗದರ್ಶನದಲ್ಲಿ ಕಾರ್ಯಾಚರಣೆ ನಡೆಸಲಾಯಿತು. 1 ಲಕ್ಷ ರೂ. ನಗದು ವಶಪಡಿಸಿಕೊಳ್ಳಲಾಗಿದ್ದು, ತನಿಖೆ ಮುಂದುವರಿದಿದೆ. [208,1046,510,1078]
